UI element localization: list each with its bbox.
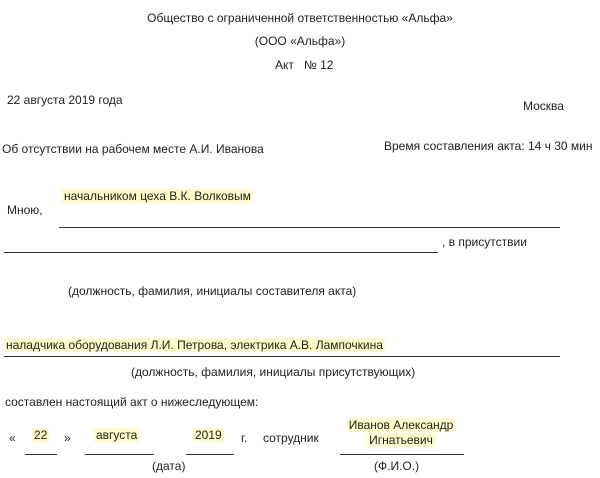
author-underline-continued	[4, 252, 438, 253]
act-time: Время составления акта: 14 ч 30 мин	[384, 139, 593, 153]
act-subject: Об отсутствии на рабочем месте А.И. Иванова	[2, 142, 264, 156]
witnesses-value: наладчика оборудования Л.И. Петрова, электрика А.В. Лампочкина	[6, 338, 383, 352]
act-number: № 12	[303, 58, 334, 72]
year-field	[193, 428, 224, 443]
year-suffix: г.	[241, 431, 248, 445]
employee-underline	[340, 454, 464, 455]
name-caption: (Ф.И.О.)	[374, 459, 420, 473]
act-word: Акт	[275, 58, 294, 72]
statement-text: составлен настоящий акт о нижеследующем:	[5, 395, 259, 409]
organization-short-name: (ООО «Альфа»)	[254, 34, 346, 48]
quote-close: »	[64, 431, 71, 445]
organization-name: Общество с ограниченной ответственностью «Альфа»	[147, 11, 453, 25]
witnesses-underline	[4, 356, 560, 357]
act-date: 22 августа 2019 года	[7, 93, 123, 107]
year-value: 2019	[195, 428, 222, 442]
witnesses-caption: (должность, фамилия, инициалы присутствующих)	[131, 365, 416, 379]
quote-open: «	[9, 431, 16, 445]
author-label: Мною,	[7, 203, 43, 217]
month-field	[94, 428, 139, 443]
employee-name-line2	[340, 433, 462, 448]
author-value: начальником цеха В.К. Волковым	[64, 189, 251, 203]
day-underline	[25, 454, 57, 455]
witnesses-field	[4, 338, 385, 353]
presence-label: , в присутствии	[442, 235, 527, 249]
employee-name-line1	[340, 418, 462, 433]
month-underline	[85, 454, 154, 455]
author-field	[62, 189, 253, 204]
month-value: августа	[96, 428, 138, 442]
year-underline	[186, 454, 234, 455]
act-city: Москва	[523, 99, 564, 113]
author-underline	[59, 227, 560, 228]
day-value: 22	[34, 428, 48, 442]
day-field	[32, 428, 49, 443]
author-caption: (должность, фамилия, инициалы составителя акта)	[68, 284, 357, 298]
employee-label: сотрудник	[263, 431, 319, 445]
date-caption: (дата)	[152, 459, 186, 473]
employee-name-patronymic: Игнатьевич	[369, 433, 433, 447]
employee-name-first: Иванов Александр	[348, 418, 454, 432]
act-title	[275, 58, 333, 73]
